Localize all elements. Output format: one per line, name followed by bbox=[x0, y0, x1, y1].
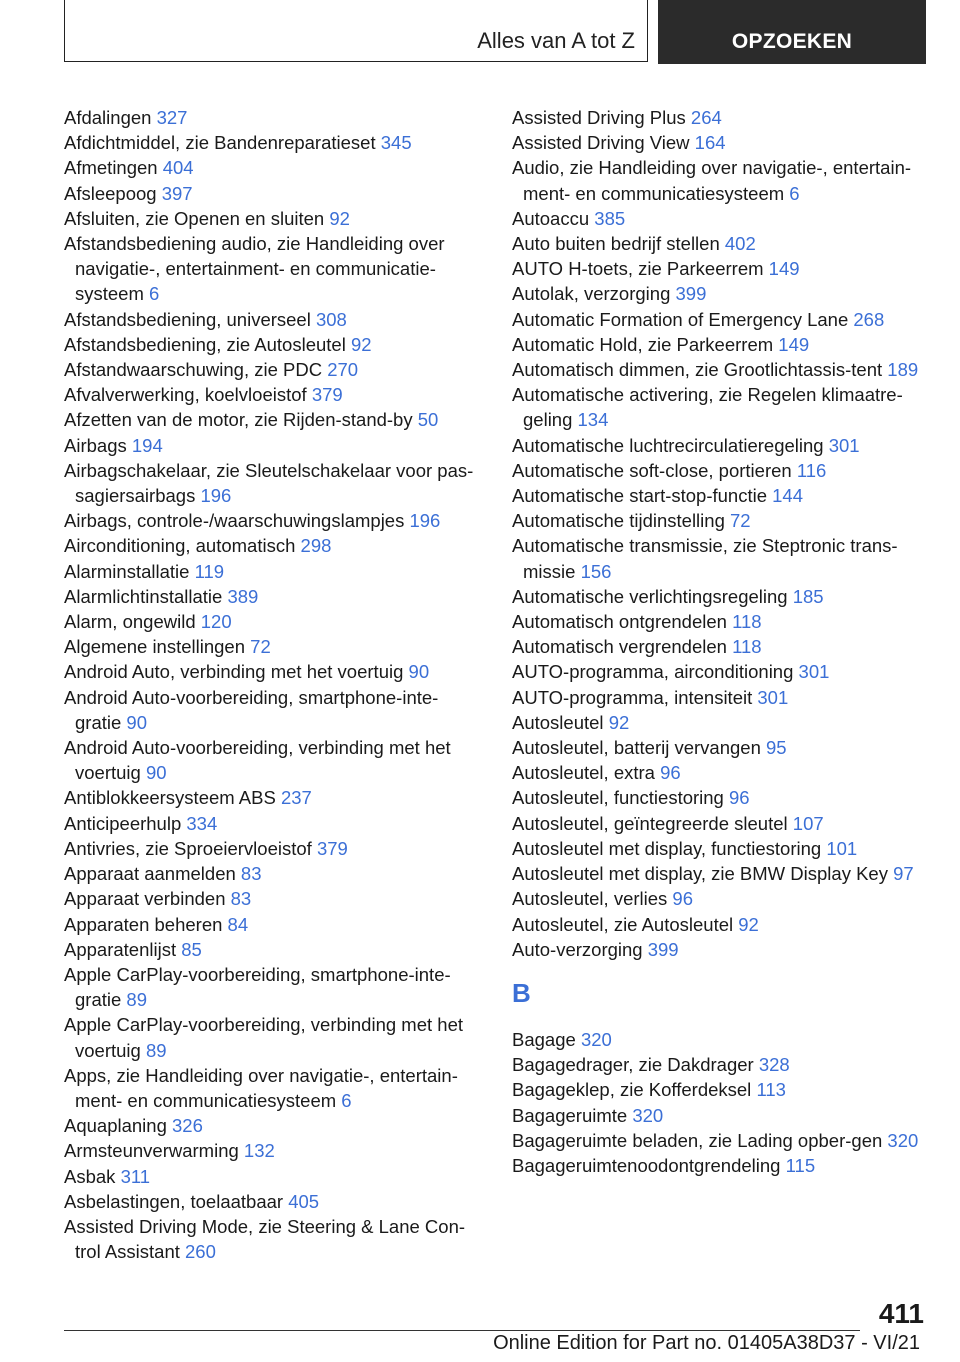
entry-term: Android Auto, verbinding met het voertuig bbox=[64, 661, 409, 683]
entry-term: Asbak bbox=[64, 1165, 121, 1187]
entry-term: Apparaat verbinden bbox=[64, 888, 231, 910]
entry-term: Antiblokkeersysteem ABS bbox=[64, 787, 281, 809]
index-entry bbox=[512, 886, 932, 911]
index-entry bbox=[64, 609, 484, 634]
entry-page-link[interactable]: 92 bbox=[329, 207, 350, 229]
index-entry bbox=[512, 685, 932, 710]
index-entry bbox=[64, 912, 484, 937]
entry-page-link[interactable]: 260 bbox=[185, 1241, 216, 1263]
index-column-left bbox=[64, 105, 484, 1264]
entry-page-link[interactable]: 72 bbox=[730, 510, 751, 532]
index-entry bbox=[512, 609, 932, 634]
entry-page-link[interactable]: 264 bbox=[690, 107, 722, 128]
index-entry bbox=[512, 735, 932, 760]
entry-term: Afdichtmiddel, zie Bandenreparatieset bbox=[64, 132, 381, 154]
entry-page-link[interactable]: 72 bbox=[250, 636, 271, 658]
entry-page-link[interactable]: 96 bbox=[672, 888, 693, 910]
index-entry bbox=[64, 1164, 484, 1189]
index-entry bbox=[64, 659, 484, 684]
entry-term: Bagageruimtenoodontgrendeling bbox=[512, 1154, 786, 1176]
entry-term: Afsluiten, zie Openen en sluiten bbox=[64, 207, 330, 229]
entry-term: Antivries, zie Sproeiervloeistof bbox=[64, 837, 317, 859]
entry-term: Bagageklep, zie Kofferdeksel bbox=[512, 1079, 757, 1101]
page-number: 411 bbox=[878, 1298, 924, 1329]
entry-page-link[interactable]: 301 bbox=[828, 434, 860, 456]
entry-page-link[interactable]: 144 bbox=[772, 485, 804, 507]
entry-page-link[interactable]: 379 bbox=[316, 837, 348, 859]
entry-page-link[interactable]: 92 bbox=[608, 711, 630, 733]
entry-page-link[interactable]: 397 bbox=[161, 182, 193, 204]
index-entry bbox=[64, 559, 484, 584]
entry-term: Android Auto-voorbereiding, smartphone-inte-gratie bbox=[64, 686, 439, 733]
entry-term: Afstandsbediening audio, zie Handleiding over navigatie-, entertainment- en communicatie-systeem bbox=[64, 233, 445, 305]
entry-term: Afvalverwerking, koelvloeistof bbox=[64, 384, 312, 406]
entry-page-link[interactable]: 83 bbox=[230, 888, 252, 910]
entry-page-link[interactable]: 95 bbox=[766, 737, 787, 759]
entry-term: Alarminstallatie bbox=[64, 560, 195, 582]
entry-page-link[interactable]: 156 bbox=[580, 560, 612, 582]
entry-term: Afzetten van de motor, zie Rijden-stand-by bbox=[64, 409, 418, 431]
entry-page-link[interactable]: 298 bbox=[300, 535, 332, 557]
entry-term: Auto-verzorging bbox=[512, 938, 648, 960]
entry-page-link[interactable]: 118 bbox=[732, 636, 762, 658]
entry-page-link[interactable]: 107 bbox=[792, 812, 824, 834]
entry-term: Autosleutel, batterij vervangen bbox=[512, 737, 767, 759]
entry-term: Autosleutel, functiestoring bbox=[512, 787, 729, 809]
index-entry bbox=[512, 710, 932, 735]
entry-term: Automatische transmissie, zie Steptronic trans-missie bbox=[512, 535, 898, 582]
entry-term: Autoaccu bbox=[512, 207, 595, 229]
entry-page-link[interactable]: 320 bbox=[580, 1028, 612, 1050]
entry-term: Afstandsbediening, zie Autosleutel bbox=[64, 333, 351, 355]
entry-page-link[interactable]: 385 bbox=[594, 207, 626, 229]
entry-page-link[interactable]: 6 bbox=[789, 182, 800, 204]
index-entry bbox=[512, 231, 932, 256]
entry-page-link[interactable]: 83 bbox=[240, 863, 262, 885]
entry-term: Automatische soft-close, portieren bbox=[512, 459, 797, 481]
index-entry bbox=[512, 1103, 932, 1128]
entry-term: Algemene instellingen bbox=[64, 636, 251, 658]
entry-term: AUTO H-toets, zie Parkeerrem bbox=[512, 258, 769, 280]
index-entry bbox=[64, 1063, 484, 1113]
index-entry bbox=[64, 1012, 484, 1062]
entry-term: Automatisch ontgrendelen bbox=[512, 611, 733, 633]
entry-page-link[interactable]: 96 bbox=[729, 787, 750, 809]
tab-section-label: Alles van A tot Z bbox=[477, 28, 635, 53]
index-entry bbox=[512, 206, 932, 231]
footer-edition: Online Edition for Part no. 01405A38D37 - VI/21 bbox=[493, 1332, 920, 1354]
index-entry bbox=[512, 1077, 932, 1102]
index-entry bbox=[512, 307, 932, 332]
entry-term: Auto buiten bedrijf stellen bbox=[512, 233, 725, 255]
index-entry bbox=[64, 357, 484, 382]
index-entry bbox=[512, 937, 932, 962]
entry-term: Airbags bbox=[64, 434, 132, 456]
index-entry bbox=[512, 105, 932, 130]
header-tabs bbox=[64, 0, 920, 64]
entry-term: Apple CarPlay-voorbereiding, verbinding met het voertuig bbox=[64, 1014, 463, 1061]
index-entry bbox=[64, 1189, 484, 1214]
entry-page-link[interactable]: 101 bbox=[826, 837, 858, 859]
index-entry bbox=[512, 382, 932, 432]
index-entry bbox=[512, 483, 932, 508]
entry-term: Apparaten beheren bbox=[64, 913, 228, 935]
entry-term: Asbelastingen, toelaatbaar bbox=[64, 1190, 289, 1212]
entry-page-link[interactable]: 85 bbox=[181, 938, 202, 960]
index-entry bbox=[64, 962, 484, 1012]
entry-term: Bagageruimte bbox=[512, 1104, 633, 1126]
index-entry bbox=[64, 508, 484, 533]
entry-page-link[interactable]: 189 bbox=[887, 359, 919, 381]
entry-page-link[interactable]: 389 bbox=[227, 585, 259, 607]
index-entry bbox=[64, 155, 484, 180]
index-entry bbox=[64, 105, 484, 130]
entry-term: Afsleepoog bbox=[64, 182, 162, 204]
index-entry bbox=[512, 1052, 932, 1077]
index-entry bbox=[64, 407, 484, 432]
index-entry bbox=[64, 231, 484, 307]
index-entry bbox=[512, 1027, 932, 1052]
entry-term: Afmetingen bbox=[64, 157, 163, 179]
entry-term: Bagage bbox=[512, 1028, 581, 1050]
index-entry bbox=[64, 785, 484, 810]
index-entry bbox=[512, 155, 932, 205]
entry-page-link[interactable]: 345 bbox=[380, 132, 412, 154]
index-entry bbox=[512, 584, 932, 609]
entry-page-link[interactable]: 379 bbox=[311, 384, 343, 406]
entry-page-link[interactable]: 334 bbox=[186, 812, 218, 834]
index-entry bbox=[64, 861, 484, 886]
section-letter-b: B bbox=[512, 977, 531, 1008]
entry-term: AUTO-programma, airconditioning bbox=[512, 661, 799, 683]
entry-page-link[interactable]: 402 bbox=[724, 233, 756, 255]
footer-divider bbox=[64, 1330, 860, 1331]
index-entry bbox=[64, 886, 484, 911]
entry-page-link[interactable]: 311 bbox=[120, 1165, 151, 1187]
entry-term: Android Auto-voorbereiding, verbinding met het voertuig bbox=[64, 737, 451, 784]
index-entry bbox=[64, 433, 484, 458]
index-entry bbox=[512, 458, 932, 483]
entry-page-link[interactable]: 90 bbox=[408, 661, 430, 683]
entry-page-link[interactable]: 90 bbox=[145, 762, 167, 784]
entry-page-link[interactable]: 97 bbox=[893, 863, 914, 885]
index-entry bbox=[64, 584, 484, 609]
entry-term: Assisted Driving Mode, zie Steering & Lane Con-trol Assistant bbox=[64, 1215, 466, 1263]
entry-term: Automatische luchtrecirculatieregeling bbox=[512, 434, 829, 456]
entry-term: Apple CarPlay-voorbereiding, smartphone-inte-gratie bbox=[64, 963, 451, 1011]
index-entry bbox=[512, 508, 932, 533]
entry-page-link[interactable]: 89 bbox=[126, 989, 147, 1011]
entry-page-link[interactable]: 237 bbox=[280, 787, 312, 809]
entry-term: Autosleutel met display, zie BMW Display Key bbox=[512, 863, 894, 885]
entry-term: Autosleutel, zie Autosleutel bbox=[512, 913, 739, 935]
entry-term: Airbags, controle-/waarschuwingslampjes bbox=[64, 510, 410, 532]
entry-term: Apparaat aanmelden bbox=[64, 863, 241, 885]
tab-alles-van-a-tot-z[interactable] bbox=[64, 0, 648, 62]
entry-term: Afstandwaarschuwing, zie PDC bbox=[64, 359, 328, 381]
entry-page-link[interactable]: 116 bbox=[796, 459, 827, 481]
index-entry bbox=[64, 1214, 484, 1264]
entry-term: Automatic Hold, zie Parkeerrem bbox=[512, 333, 779, 355]
entry-page-link[interactable]: 134 bbox=[577, 409, 609, 431]
entry-term: Airbagschakelaar, zie Sleutelschakelaar voor pas-sagiersairbags bbox=[64, 459, 474, 507]
entry-term: Apps, zie Handleiding over navigatie-, entertain-ment- en communicatiesysteem bbox=[64, 1064, 458, 1111]
index-entry bbox=[512, 912, 932, 937]
entry-page-link[interactable]: 92 bbox=[350, 333, 372, 355]
index-entry bbox=[64, 634, 484, 659]
index-entry bbox=[64, 181, 484, 206]
index-entry bbox=[512, 281, 932, 306]
entry-term: Automatische tijdinstelling bbox=[512, 510, 730, 532]
index-entry bbox=[512, 811, 932, 836]
index-entry bbox=[64, 382, 484, 407]
entry-term: Assisted Driving Plus bbox=[512, 107, 691, 128]
entry-term: Alarm, ongewild bbox=[64, 611, 201, 633]
index-entry bbox=[512, 433, 932, 458]
entry-page-link[interactable]: 320 bbox=[632, 1104, 664, 1126]
entry-page-link[interactable]: 149 bbox=[778, 333, 810, 355]
index-entry bbox=[512, 659, 932, 684]
entry-page-link[interactable]: 301 bbox=[798, 661, 830, 683]
entry-page-link[interactable]: 89 bbox=[145, 1039, 167, 1061]
entry-term: Assisted Driving View bbox=[512, 132, 695, 154]
entry-term: Autosleutel, extra bbox=[512, 762, 661, 784]
entry-page-link[interactable]: 399 bbox=[675, 283, 707, 305]
entry-term: Automatisch vergrendelen bbox=[512, 636, 733, 658]
index-entry bbox=[512, 836, 932, 861]
index-entry bbox=[64, 937, 484, 962]
index-entry bbox=[64, 1113, 484, 1138]
entry-term: Anticipeerhulp bbox=[64, 812, 187, 834]
entry-page-link[interactable]: 405 bbox=[288, 1190, 320, 1212]
entry-term: Autosleutel bbox=[512, 711, 609, 733]
entry-page-link[interactable]: 113 bbox=[756, 1079, 786, 1101]
entry-page-link[interactable]: 268 bbox=[853, 308, 885, 330]
entry-page-link[interactable]: 96 bbox=[660, 762, 681, 784]
entry-page-link[interactable]: 404 bbox=[162, 157, 194, 179]
index-entry bbox=[512, 256, 932, 281]
entry-term: Alarmlichtinstallatie bbox=[64, 585, 228, 607]
tab-opzoeken[interactable] bbox=[658, 0, 926, 64]
index-entry bbox=[64, 458, 484, 508]
index-entry bbox=[64, 811, 484, 836]
tab-active-label: OPZOEKEN bbox=[731, 30, 853, 53]
entry-page-link[interactable]: 120 bbox=[200, 611, 232, 633]
index-entry bbox=[64, 735, 484, 785]
index-group-a bbox=[512, 105, 932, 962]
entry-term: Armsteunverwarming bbox=[64, 1140, 244, 1162]
entry-page-link[interactable]: 119 bbox=[194, 560, 225, 582]
index-entry bbox=[64, 685, 484, 735]
entry-term: Aquaplaning bbox=[64, 1115, 173, 1137]
entry-page-link[interactable]: 328 bbox=[758, 1054, 790, 1076]
entry-page-link[interactable]: 301 bbox=[757, 686, 789, 708]
entry-page-link[interactable]: 115 bbox=[785, 1154, 816, 1176]
entry-page-link[interactable]: 308 bbox=[315, 308, 347, 330]
index-entry bbox=[512, 861, 932, 886]
entry-term: Autosleutel, verlies bbox=[512, 888, 673, 910]
entry-page-link[interactable]: 84 bbox=[227, 913, 249, 935]
entry-page-link[interactable]: 132 bbox=[243, 1140, 275, 1162]
entry-term: Autolak, verzorging bbox=[512, 283, 676, 305]
entry-page-link[interactable]: 326 bbox=[172, 1115, 203, 1137]
entry-page-link[interactable]: 164 bbox=[694, 132, 726, 154]
entry-page-link[interactable]: 194 bbox=[131, 434, 163, 456]
entry-term: Bagageruimte beladen, zie Lading opber-gen bbox=[512, 1129, 888, 1151]
entry-page-link[interactable]: 327 bbox=[156, 107, 188, 128]
entry-term: Afdalingen bbox=[64, 107, 157, 128]
entry-page-link[interactable]: 6 bbox=[341, 1089, 352, 1111]
index-entry bbox=[512, 634, 932, 659]
index-entry bbox=[64, 836, 484, 861]
index-entry bbox=[512, 760, 932, 785]
index-entry bbox=[512, 130, 932, 155]
entry-term: Automatisch dimmen, zie Grootlichtassis-tent bbox=[512, 359, 888, 381]
index-entry bbox=[512, 785, 932, 810]
entry-term: Afstandsbediening, universeel bbox=[64, 308, 316, 330]
index-entry bbox=[64, 332, 484, 357]
entry-term: Automatische activering, zie Regelen klimaatre-geling bbox=[512, 384, 903, 431]
entry-term: Autosleutel met display, functiestoring bbox=[512, 837, 827, 859]
entry-page-link[interactable]: 320 bbox=[887, 1129, 919, 1151]
index-entry bbox=[512, 357, 932, 382]
entry-page-link[interactable]: 149 bbox=[768, 258, 800, 280]
entry-page-link[interactable]: 196 bbox=[200, 485, 232, 507]
entry-page-link[interactable]: 270 bbox=[327, 359, 359, 381]
entry-term: Automatische start-stop-functie bbox=[512, 485, 773, 507]
entry-term: Apparatenlijst bbox=[64, 938, 182, 960]
index-entry bbox=[64, 1138, 484, 1163]
entry-page-link[interactable]: 196 bbox=[409, 510, 441, 532]
entry-term: Automatische verlichtingsregeling bbox=[512, 585, 793, 607]
entry-page-link[interactable]: 118 bbox=[732, 611, 762, 633]
entry-page-link[interactable]: 6 bbox=[149, 283, 160, 305]
index-entry bbox=[512, 1153, 932, 1178]
index-entry bbox=[64, 130, 484, 155]
entry-page-link[interactable]: 399 bbox=[647, 938, 679, 960]
index-entry bbox=[512, 1128, 932, 1153]
entry-term: Audio, zie Handleiding over navigatie-, entertain-ment- en communicatiesysteem bbox=[512, 157, 912, 204]
index-entry bbox=[512, 332, 932, 357]
entry-page-link[interactable]: 50 bbox=[417, 409, 439, 431]
entry-term: Bagagedrager, zie Dakdrager bbox=[512, 1054, 759, 1076]
entry-term: Airconditioning, automatisch bbox=[64, 535, 301, 557]
index-group-b bbox=[512, 1027, 932, 1178]
entry-page-link[interactable]: 185 bbox=[792, 585, 824, 607]
entry-term: Autosleutel, geïntegreerde sleutel bbox=[512, 812, 793, 834]
index-entry bbox=[64, 307, 484, 332]
index-column-right bbox=[512, 105, 932, 1178]
entry-term: AUTO-programma, intensiteit bbox=[512, 686, 758, 708]
index-entry bbox=[64, 533, 484, 558]
index-entry bbox=[64, 206, 484, 231]
index-entry bbox=[512, 533, 932, 583]
entry-page-link[interactable]: 92 bbox=[738, 913, 759, 935]
entry-term: Automatic Formation of Emergency Lane bbox=[512, 308, 854, 330]
entry-page-link[interactable]: 90 bbox=[126, 711, 147, 733]
